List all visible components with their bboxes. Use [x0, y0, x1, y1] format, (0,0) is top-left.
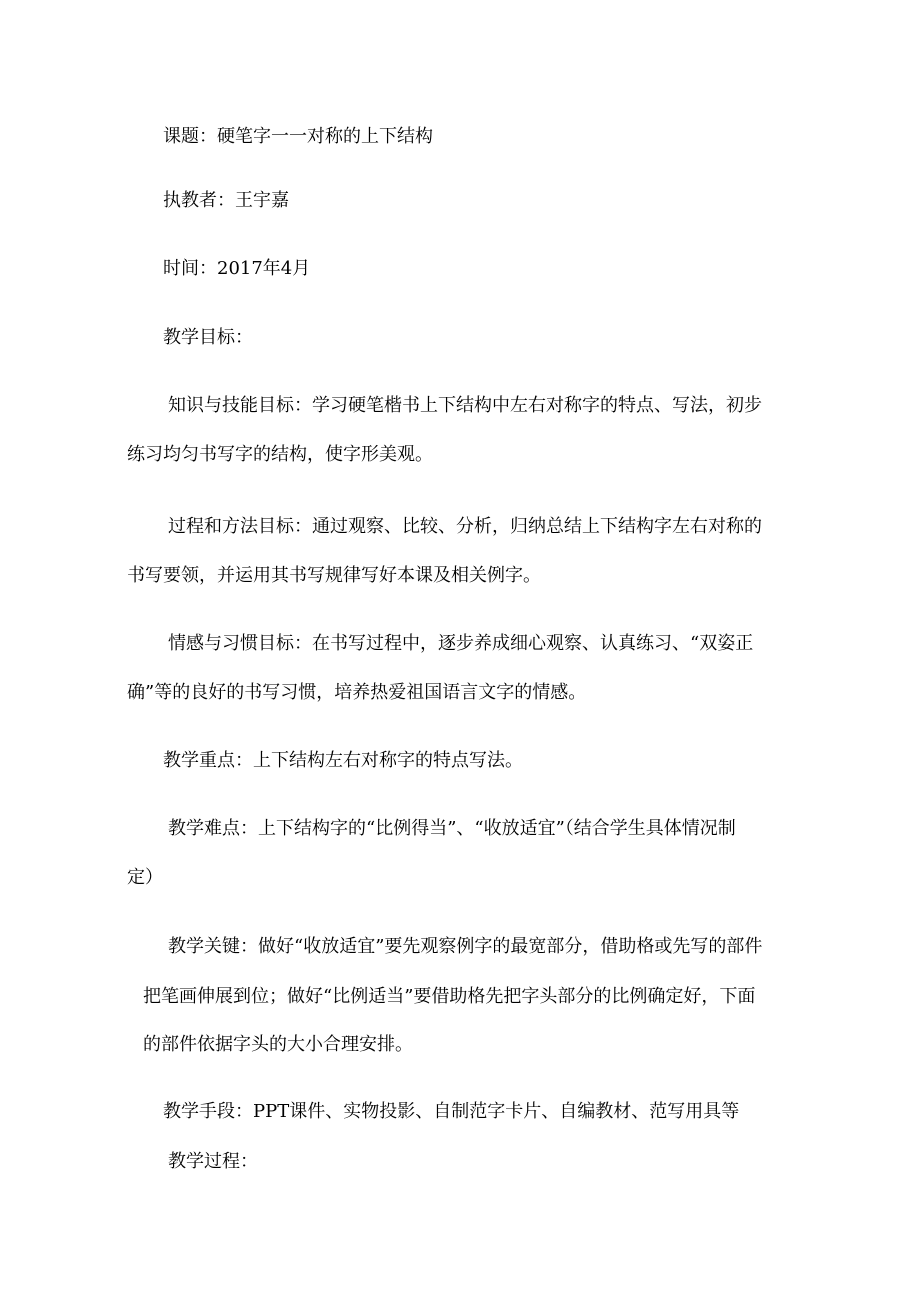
objectives-heading: 教学目标： — [163, 327, 253, 348]
process-objective-line-1: 过程和方法目标：通过观察、比较、分析，归纳总结上下结构字左右对称的 — [168, 516, 762, 537]
teacher-line: 执教者：王宇嘉 — [163, 190, 289, 211]
key-point-line: 教学重点：上下结构左右对称字的特点写法。 — [163, 750, 523, 771]
process-objective-line-2: 书写要领，并运用其书写规律写好本课及相关例字。 — [127, 565, 541, 586]
teaching-process-heading: 教学过程： — [168, 1151, 258, 1172]
emotion-objective-line-2: 确”等的良好的书写习惯，培养热爱祖国语言文字的情感。 — [127, 682, 587, 703]
knowledge-objective-line-1: 知识与技能目标：学习硬笔楷书上下结构中左右对称字的特点、写法，初步 — [168, 395, 762, 416]
knowledge-objective-line-2: 练习均匀书写字的结构，使字形美观。 — [127, 444, 433, 465]
teaching-means-line: 教学手段：PPT课件、实物投影、自制范字卡片、自编教材、范写用具等 — [163, 1101, 740, 1122]
crux-line-2: 把笔画伸展到位；做好“比例适当”要借助格先把字头部分的比例确定好，下面 — [143, 986, 756, 1007]
difficulty-line-1: 教学难点：上下结构字的“比例得当”、“收放适宜”（结合学生具体情况制 — [168, 818, 736, 839]
time-line: 时间：2017年4月 — [163, 258, 311, 279]
emotion-objective-line-1: 情感与习惯目标：在书写过程中，逐步养成细心观察、认真练习、“双姿正 — [168, 633, 754, 654]
lesson-title: 课题：硬笔字一一对称的上下结构 — [163, 126, 433, 147]
difficulty-line-2: 定） — [127, 867, 163, 888]
crux-line-3: 的部件依据字头的大小合理安排。 — [143, 1034, 413, 1055]
crux-line-1: 教学关键：做好“收放适宜”要先观察例字的最宽部分，借助格或先写的部件 — [168, 936, 763, 957]
